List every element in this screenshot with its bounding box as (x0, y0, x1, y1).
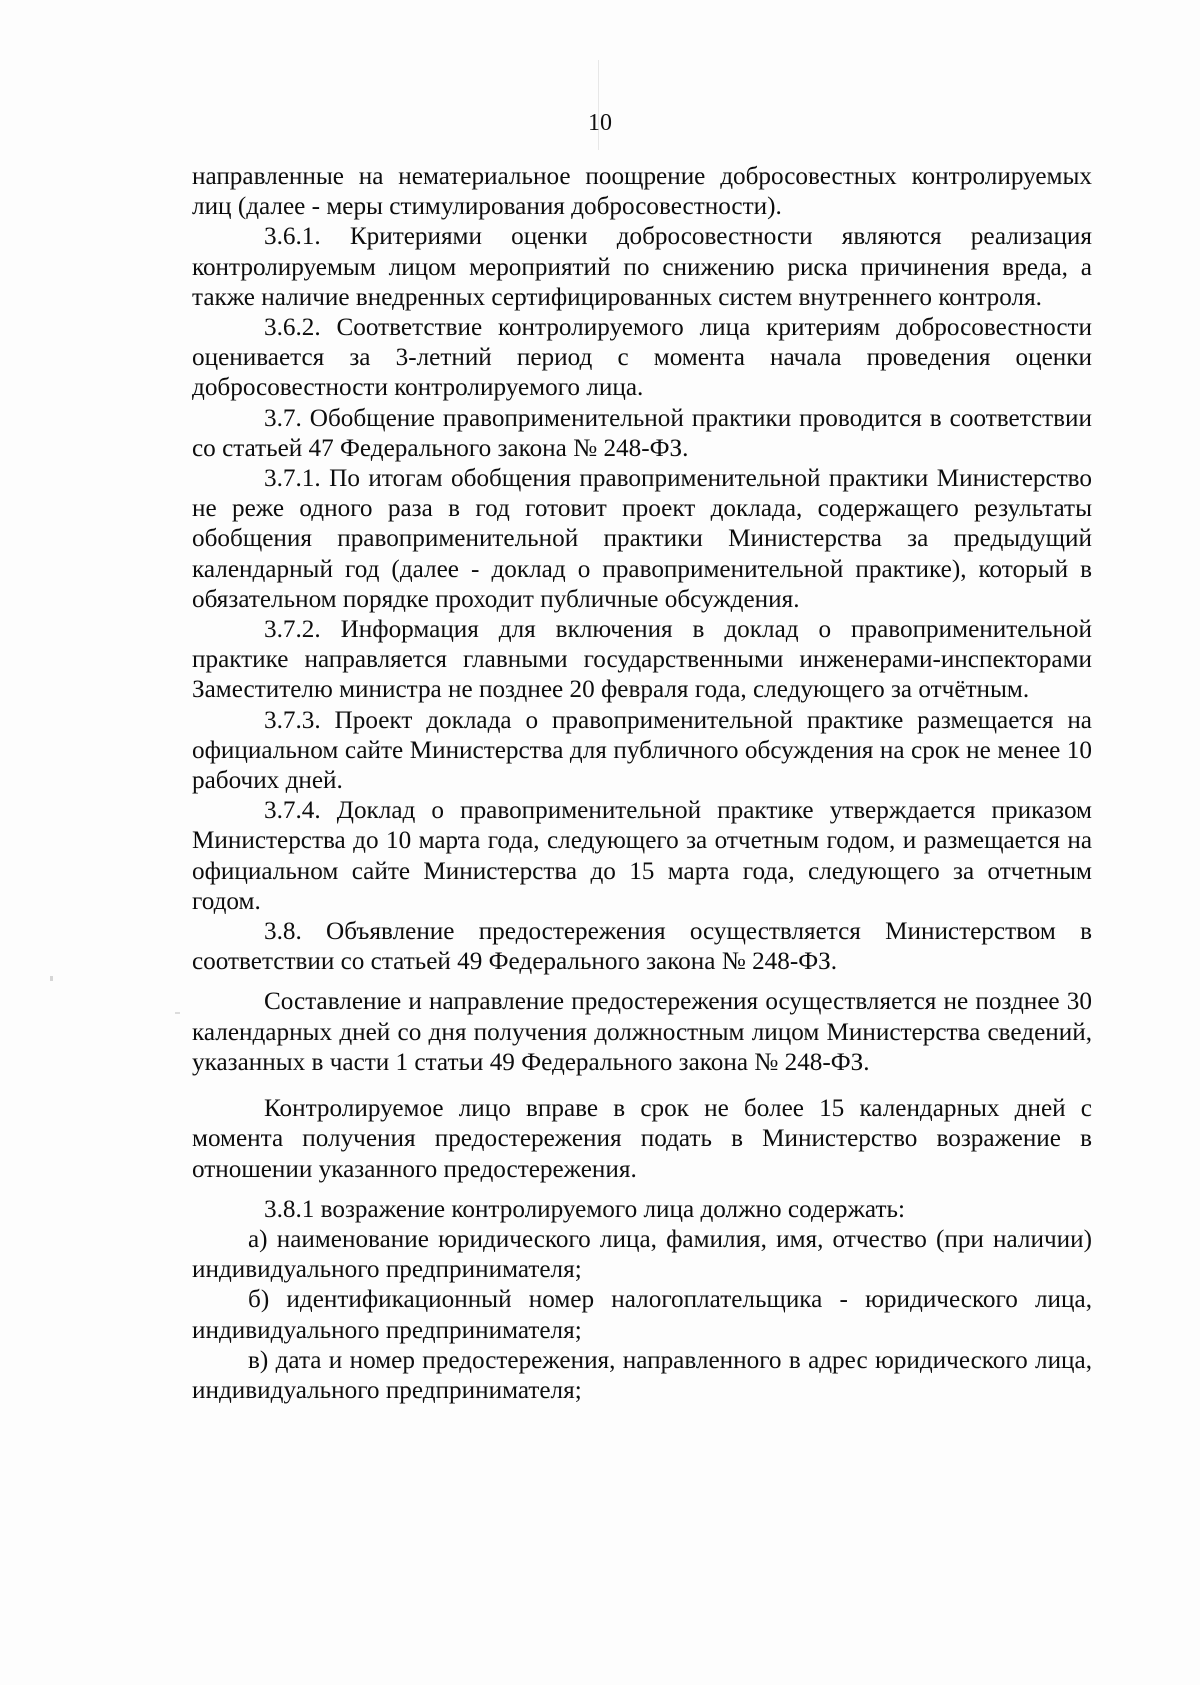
paragraph-3-7-2: 3.7.2. Информация для включения в доклад о правоприменительной практике направляется главными государственными инженерами-инспекторами Заместителю министра не позднее 20 февраля года, следующего за отчётным. (192, 616, 1092, 704)
scan-fold-line (598, 60, 599, 150)
paragraph-3-8-1: 3.8.1 возражение контролируемого лица должно содержать: (264, 1195, 905, 1223)
paragraph-warning-deadline: Составление и направление предостережения осуществляется не позднее 30 календарных дней со дня получения должностным лицом Министерства сведений, указанных в части 1 статьи 49 Федерального закона № 248-ФЗ. (192, 988, 1092, 1076)
page-number: 10 (588, 110, 612, 136)
paragraph-continuation: направленные на нематериальное поощрение добросовестных контролируемых лиц (далее - меры стимулирования добросовестности). (192, 163, 1092, 221)
paragraph-3-7-4: 3.7.4. Доклад о правоприменительной практике утверждается приказом Министерства до 10 марта года, следующего за отчетным годом, и размещается на официальном сайте Министерства до 15 марта года, следующего за отчетным годом. (192, 797, 1092, 915)
paragraph-3-7: 3.7. Обобщение правоприменительной практики проводится в соответствии со статьей 47 Федерального закона № 248-ФЗ. (192, 404, 1092, 462)
paragraph-3-6-1: 3.6.1. Критериями оценки добросовестности являются реализация контролируемым лицом мероприятий по снижению риска причинения вреда, а также наличие внедренных сертифицированных систем внутреннего контроля. (192, 223, 1092, 311)
paragraph-3-7-1: 3.7.1. По итогам обобщения правоприменительной практики Министерство не реже одного раза в год готовит проект доклада, содержащего результаты обобщения правоприменительной практики Министерства за предыдущий календарный год (далее - доклад о правоприменительной практике), который в обязательном порядке проходит публичные обсуждения. (192, 465, 1092, 613)
list-item-b: б) идентификационный номер налогоплательщика - юридического лица, индивидуального предпринимателя; (192, 1286, 1092, 1344)
list-item-a: а) наименование юридического лица, фамилия, имя, отчество (при наличии) индивидуального предпринимателя; (192, 1225, 1092, 1284)
list-item-c: в) дата и номер предостережения, направленного в адрес юридического лица, индивидуального предпринимателя; (192, 1346, 1092, 1404)
paragraph-objection-right: Контролируемое лицо вправе в срок не более 15 календарных дней с момента получения предостережения подать в Министерство возражение в отношении указанного предостережения. (192, 1095, 1092, 1183)
paragraph-3-7-3: 3.7.3. Проект доклада о правоприменительной практике размещается на официальном сайте Министерства для публичного обсуждения на срок не менее 10 рабочих дней. (192, 706, 1092, 795)
scan-speck (175, 1012, 180, 1014)
paragraph-3-8: 3.8. Объявление предостережения осуществляется Министерством в соответствии со статьей 49 Федерального закона № 248-ФЗ. (192, 918, 1092, 976)
document-body (192, 162, 1092, 1406)
paragraph-3-6-2: 3.6.2. Соответствие контролируемого лица критериям добросовестности оценивается за 3-летний период с момента начала проведения оценки добросовестности контролируемого лица. (192, 314, 1092, 402)
scan-speck (50, 976, 53, 981)
